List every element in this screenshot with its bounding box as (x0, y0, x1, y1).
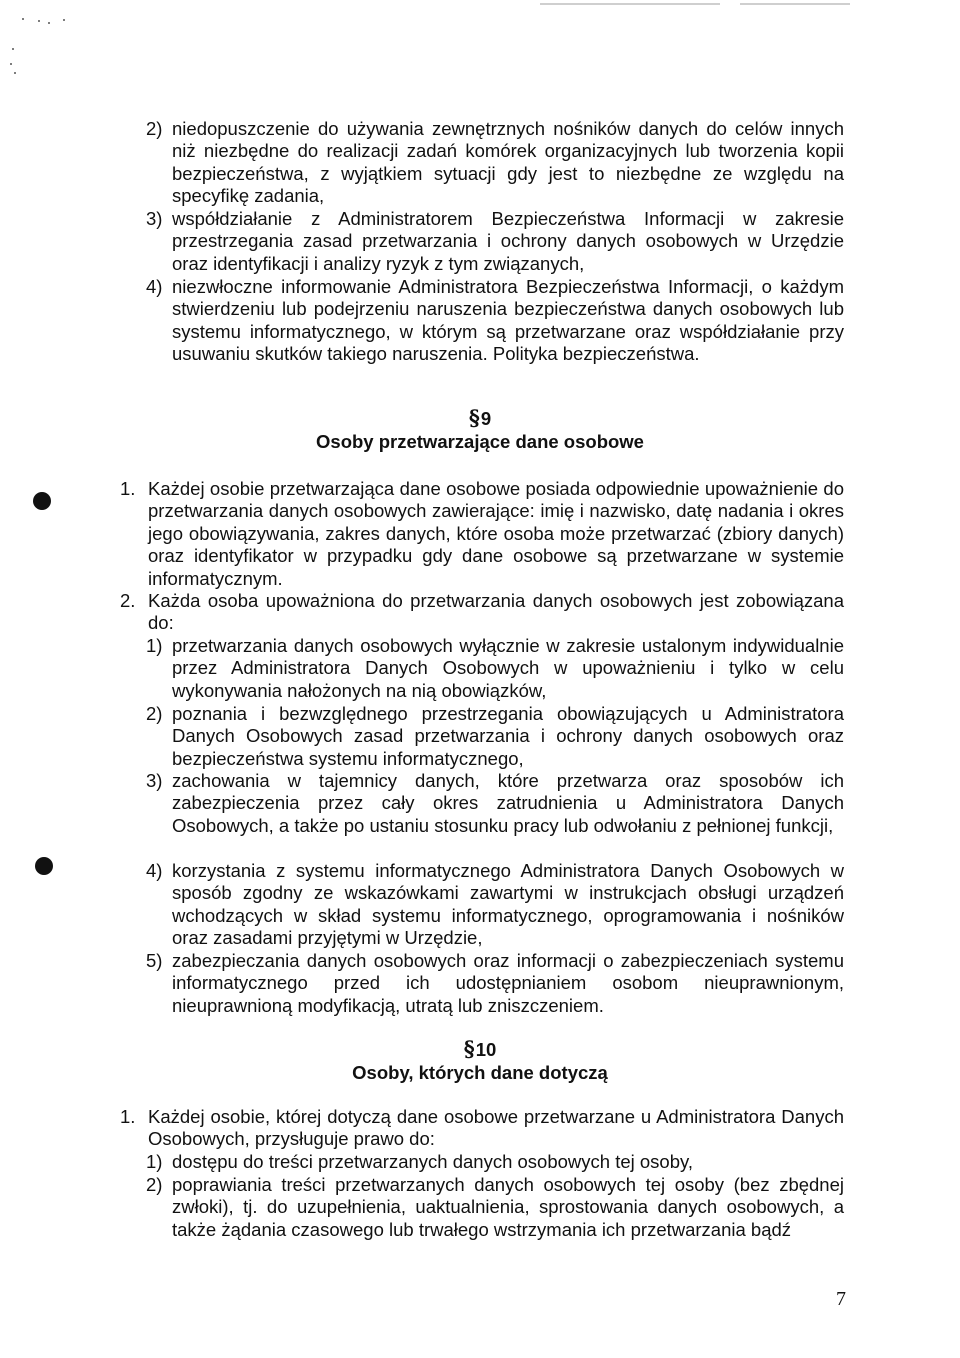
scan-speck (63, 19, 65, 21)
list-item-number: 2) (146, 703, 163, 724)
scan-speck (22, 18, 24, 20)
numbered-paragraph (120, 590, 844, 635)
list-item (146, 118, 844, 208)
list-item (146, 208, 844, 275)
scan-edge-line (740, 3, 850, 5)
list-item-number: 1) (146, 635, 163, 656)
list-item-number: 2) (146, 1174, 163, 1195)
scan-speck (12, 48, 14, 50)
list-item (146, 276, 844, 366)
list-item (146, 770, 844, 837)
numbered-paragraph (120, 1106, 844, 1151)
scan-speck (48, 22, 50, 24)
page-number: 7 (836, 1288, 846, 1310)
list-item-text: poprawiania treści przetwarzanych danych osobowych tej osoby (bez zbędnej zwłoki), tj. do uzupełnienia, uaktualnienia, sprostowania danych osobowych, a także żądania czasowego lub trwałego wstrzymania ich przetwarzania bądź (172, 1174, 844, 1240)
paragraph-text: Każdej osobie przetwarzająca dane osobowe posiada odpowiednie upoważnienie do przetwarzania danych osobowych zawierające: imię i nazwisko, datę nadania i okres jego obowiązywania, zakres danych, które osoba może przetwarzać (zbiory danych) oraz identyfikator w przypadku gdy dane osobowe są przetwarzane w systemie informatycznym. (148, 478, 844, 589)
scan-speck (10, 63, 12, 65)
scan-speck (38, 20, 40, 22)
paragraph-number: 2. (120, 590, 136, 611)
section-title: Osoby, których dane dotyczą (352, 1062, 608, 1083)
list-item-text: korzystania z systemu informatycznego Administratora Danych Osobowych w sposób zgodny ze wskazówkami zawartymi w instrukcjach obsługi urządzeń wchodzących w skład systemu informatycznego, oprogramowania i nośników oraz zasadami przyjętymi w Urzędzie, (172, 860, 844, 949)
section-number: §9 (468, 405, 492, 430)
list-item-text: dostępu do treści przetwarzanych danych osobowych tej osoby, (172, 1151, 694, 1172)
list-item-text: przetwarzania danych osobowych wyłącznie w zakresie ustalonym indywidualnie przez Administratora Danych Osobowych w upoważnieniu i tylko w celu wykonywania nałożonych na nią obowiązków, (172, 635, 844, 701)
list-item-text: zachowania w tajemnicy danych, które przetwarza oraz sposobów ich zabezpieczenia przez cały okres zatrudnienia u Administratora Danych Osobowych, a także po ustaniu stosunku pracy lub odwołaniu z pełnionej funkcji, (172, 770, 844, 836)
paragraph-text: Każdej osobie, której dotyczą dane osobowe przetwarzane u Administratora Danych Osobowych, przysługuje prawo do: (148, 1106, 844, 1150)
list-item-number: 5) (146, 950, 163, 971)
list-item-number: 2) (146, 118, 163, 139)
scan-speck (14, 72, 16, 74)
section-number: §10 (463, 1036, 497, 1061)
scan-edge-line (540, 3, 720, 5)
binder-hole (33, 492, 51, 510)
list-item (146, 950, 844, 1017)
paragraph-number: 1. (120, 1106, 136, 1127)
list-item-number: 3) (146, 770, 163, 791)
list-item-number: 4) (146, 860, 163, 881)
list-item-text: zabezpieczania danych osobowych oraz informacji o zabezpieczeniach systemu informatycznego przed ich udostępnianiem osobom nieuprawnionym, nieuprawnioną modyfikacją, utratą lub zniszczeniem. (172, 950, 844, 1016)
paragraph-number: 1. (120, 478, 136, 499)
list-item (146, 1151, 844, 1173)
list-item (146, 703, 844, 770)
list-item (146, 860, 844, 950)
paragraph-text: Każda osoba upoważniona do przetwarzania danych osobowych jest zobowiązana do: (148, 590, 844, 634)
list-item (146, 1174, 844, 1241)
binder-hole (35, 857, 53, 875)
list-item-text: niezwłoczne informowanie Administratora Bezpieczeństwa Informacji, o każdym stwierdzeniu lub podejrzeniu naruszenia bezpieczeństwa danych osobowych lub systemu informatycznego, w którym są przetwarzane oraz współdziałanie przy usuwaniu skutków takiego naruszenia. Polityka bezpieczeństwa. (172, 276, 844, 365)
list-item-text: poznania i bezwzględnego przestrzegania obowiązujących u Administratora Danych Osobowych zasad przetwarzania i ochrony danych osobowych oraz bezpieczeństwa systemu informatycznego, (172, 703, 844, 769)
list-item (146, 635, 844, 702)
section-title: Osoby przetwarzające dane osobowe (316, 431, 644, 452)
list-item-number: 1) (146, 1151, 163, 1172)
numbered-paragraph (120, 478, 844, 590)
list-item-text: współdziałanie z Administratorem Bezpieczeństwa Informacji w zakresie przestrzegania zasad przetwarzania i ochrony danych osobowych w Urzędzie oraz identyfikacji i analizy ryzyk z tym związanych, (172, 208, 844, 274)
list-item-number: 3) (146, 208, 163, 229)
section-symbol: § (468, 405, 480, 430)
list-item-text: niedopuszczenie do używania zewnętrznych nośników danych do celów innych niż niezbędne do realizacji zadań komórek organizacyjnych lub tworzenia kopii bezpieczeństwa, z wyjątkiem sytuacji gdy jest to niezbędne ze względu na specyfikę zadania, (172, 118, 844, 207)
section-symbol: § (463, 1036, 475, 1061)
list-item-number: 4) (146, 276, 163, 297)
